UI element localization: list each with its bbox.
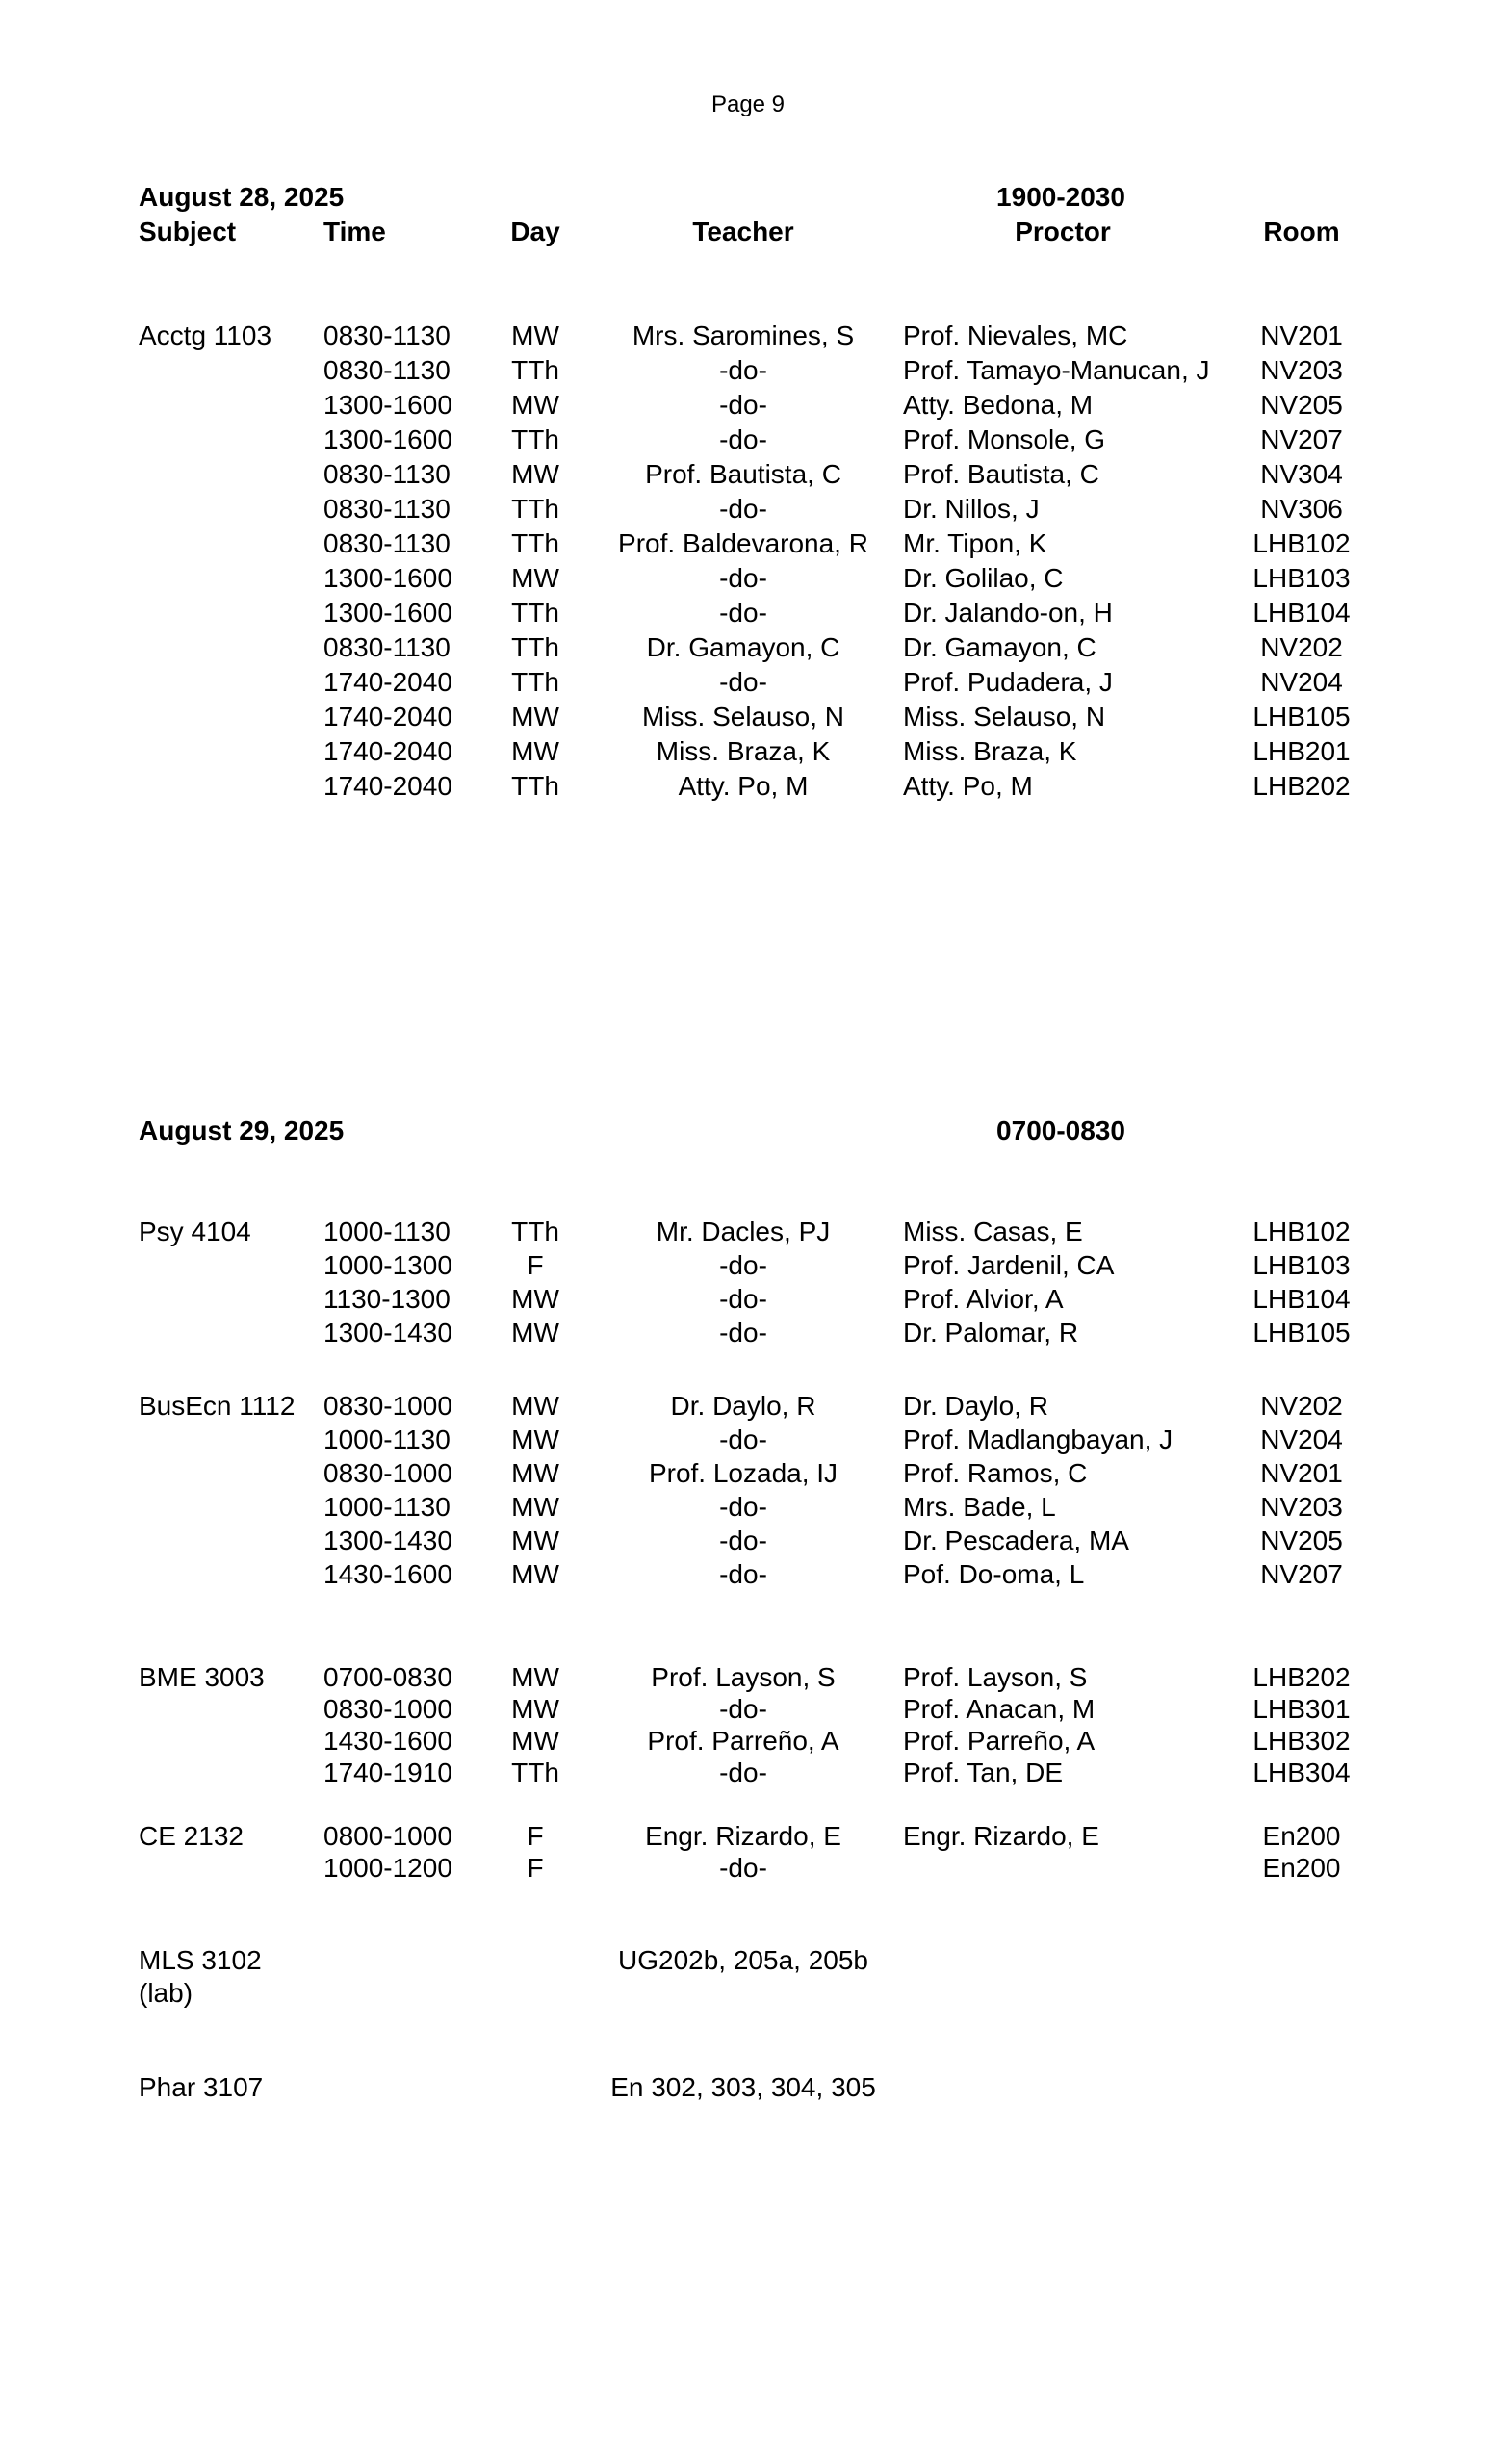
cell-day: MW	[511, 702, 559, 732]
cell-room: NV203	[1260, 355, 1343, 385]
cell-time: 1740-1910	[323, 1758, 452, 1787]
section1-time-slot: 1900-2030	[996, 182, 1125, 212]
cell-day: F	[527, 1821, 544, 1851]
cell-room: En200	[1262, 1853, 1341, 1883]
cell-time: 0830-1000	[323, 1458, 452, 1488]
cell-time: 1300-1600	[323, 563, 452, 593]
cell-room: LHB202	[1252, 771, 1351, 801]
cell-time: 1300-1600	[323, 424, 452, 454]
cell-day: MW	[511, 1694, 559, 1724]
cell-proctor: Mrs. Bade, L	[903, 1492, 1056, 1522]
cell-proctor: Dr. Palomar, R	[903, 1318, 1079, 1348]
cell-room: NV204	[1260, 1424, 1343, 1454]
cell-teacher: Prof. Parreño, A	[647, 1726, 839, 1756]
note-subject: MLS 3102	[139, 1945, 262, 1975]
cell-room: LHB105	[1252, 1318, 1351, 1348]
cell-teacher: -do-	[719, 1526, 767, 1555]
cell-day: TTh	[511, 1217, 559, 1246]
cell-time: 0830-1130	[323, 528, 451, 558]
cell-teacher: -do-	[719, 1559, 767, 1589]
cell-time: 1000-1130	[323, 1492, 451, 1522]
cell-time: 0830-1130	[323, 321, 451, 350]
cell-teacher: Prof. Baldevarona, R	[618, 528, 868, 558]
cell-subject: Psy 4104	[139, 1217, 251, 1246]
cell-room: NV204	[1260, 667, 1343, 697]
cell-proctor: Prof. Tan, DE	[903, 1758, 1064, 1787]
cell-proctor: Dr. Jalando-on, H	[903, 598, 1113, 628]
cell-room: NV202	[1260, 1391, 1343, 1421]
cell-teacher: -do-	[719, 598, 767, 628]
page-number: Page 9	[710, 91, 786, 117]
cell-day: TTh	[511, 667, 559, 697]
cell-time: 1300-1430	[323, 1526, 452, 1555]
cell-time: 1000-1130	[323, 1217, 451, 1246]
cell-day: TTh	[511, 424, 559, 454]
cell-teacher: -do-	[719, 1318, 767, 1348]
cell-room: NV203	[1260, 1492, 1343, 1522]
note-rooms: En 302, 303, 304, 305	[610, 2072, 876, 2102]
cell-proctor: Prof. Tamayo-Manucan, J	[903, 355, 1210, 385]
header-proctor: Proctor	[1015, 217, 1111, 246]
note-subject: Phar 3107	[139, 2072, 264, 2102]
cell-proctor: Dr. Golilao, C	[903, 563, 1064, 593]
cell-proctor: Prof. Nievales, MC	[903, 321, 1128, 350]
cell-time: 0830-1000	[323, 1694, 452, 1724]
cell-time: 1300-1600	[323, 390, 452, 420]
cell-room: LHB102	[1252, 1217, 1351, 1246]
cell-day: TTh	[511, 1758, 559, 1787]
cell-teacher: -do-	[719, 1853, 767, 1883]
cell-day: MW	[511, 1559, 559, 1589]
cell-day: MW	[511, 563, 559, 593]
cell-teacher: -do-	[719, 1424, 767, 1454]
cell-teacher: Miss. Braza, K	[656, 736, 831, 766]
cell-teacher: Prof. Bautista, C	[645, 459, 841, 489]
section2-time-slot: 0700-0830	[996, 1116, 1125, 1145]
cell-room: LHB201	[1252, 736, 1351, 766]
cell-proctor: Prof. Parreño, A	[903, 1726, 1096, 1756]
cell-teacher: -do-	[719, 390, 767, 420]
cell-day: MW	[511, 1726, 559, 1756]
cell-day: TTh	[511, 494, 559, 524]
cell-proctor: Prof. Pudadera, J	[903, 667, 1113, 697]
cell-day: F	[527, 1250, 544, 1280]
cell-day: MW	[511, 459, 559, 489]
cell-day: MW	[511, 1458, 559, 1488]
cell-proctor: Prof. Ramos, C	[903, 1458, 1088, 1488]
cell-room: LHB104	[1252, 598, 1351, 628]
cell-proctor: Dr. Daylo, R	[903, 1391, 1048, 1421]
cell-day: MW	[511, 1391, 559, 1421]
cell-proctor: Atty. Bedona, M	[903, 390, 1094, 420]
cell-proctor: Prof. Alvior, A	[903, 1284, 1064, 1314]
cell-day: MW	[511, 1318, 559, 1348]
cell-teacher: Prof. Layson, S	[651, 1662, 836, 1692]
cell-day: TTh	[511, 598, 559, 628]
cell-time: 0830-1130	[323, 459, 451, 489]
cell-room: LHB104	[1252, 1284, 1351, 1314]
note-subject-sub: (lab)	[139, 1978, 193, 2008]
cell-proctor: Dr. Pescadera, MA	[903, 1526, 1129, 1555]
header-time: Time	[323, 217, 386, 246]
cell-room: NV207	[1260, 424, 1343, 454]
cell-teacher: Mr. Dacles, PJ	[656, 1217, 831, 1246]
cell-teacher: Engr. Rizardo, E	[645, 1821, 841, 1851]
cell-subject: Acctg 1103	[139, 321, 272, 350]
section1-date: August 28, 2025	[139, 182, 345, 212]
cell-teacher: -do-	[719, 355, 767, 385]
cell-room: En200	[1262, 1821, 1341, 1851]
cell-room: LHB301	[1252, 1694, 1351, 1724]
cell-teacher: Dr. Gamayon, C	[646, 632, 840, 662]
header-subject: Subject	[139, 217, 237, 246]
cell-subject: BME 3003	[139, 1662, 265, 1692]
header-room: Room	[1263, 217, 1340, 246]
cell-time: 1740-2040	[323, 667, 452, 697]
cell-day: MW	[511, 1662, 559, 1692]
cell-subject: CE 2132	[139, 1821, 244, 1851]
cell-room: LHB302	[1252, 1726, 1351, 1756]
cell-day: MW	[511, 736, 559, 766]
cell-day: MW	[511, 321, 559, 350]
cell-day: TTh	[511, 632, 559, 662]
cell-time: 0830-1130	[323, 494, 451, 524]
cell-teacher: -do-	[719, 1694, 767, 1724]
cell-time: 1430-1600	[323, 1559, 452, 1589]
cell-day: TTh	[511, 355, 559, 385]
cell-day: MW	[511, 1284, 559, 1314]
cell-teacher: -do-	[719, 1758, 767, 1787]
cell-room: LHB304	[1252, 1758, 1351, 1787]
cell-day: TTh	[511, 528, 559, 558]
cell-proctor: Prof. Jardenil, CA	[903, 1250, 1115, 1280]
cell-teacher: Mrs. Saromines, S	[632, 321, 855, 350]
cell-room: LHB102	[1252, 528, 1351, 558]
cell-teacher: Miss. Selauso, N	[641, 702, 845, 732]
cell-room: NV304	[1260, 459, 1343, 489]
cell-proctor: Mr. Tipon, K	[903, 528, 1047, 558]
cell-proctor: Engr. Rizardo, E	[903, 1821, 1099, 1851]
cell-time: 0830-1130	[323, 355, 451, 385]
cell-room: NV201	[1260, 321, 1343, 350]
cell-proctor: Prof. Monsole, G	[903, 424, 1106, 454]
cell-teacher: -do-	[719, 1492, 767, 1522]
cell-day: MW	[511, 1492, 559, 1522]
header-teacher: Teacher	[692, 217, 794, 246]
cell-teacher: -do-	[719, 563, 767, 593]
cell-teacher: -do-	[719, 1284, 767, 1314]
cell-room: NV207	[1260, 1559, 1343, 1589]
header-day: Day	[510, 217, 560, 246]
cell-proctor: Miss. Braza, K	[903, 736, 1077, 766]
cell-subject: BusEcn 1112	[139, 1391, 296, 1421]
cell-room: LHB103	[1252, 1250, 1351, 1280]
cell-proctor: Miss. Selauso, N	[903, 702, 1106, 732]
cell-room: NV201	[1260, 1458, 1343, 1488]
cell-time: 0700-0830	[323, 1662, 452, 1692]
cell-proctor: Atty. Po, M	[903, 771, 1033, 801]
cell-day: MW	[511, 1526, 559, 1555]
cell-time: 0830-1130	[323, 632, 451, 662]
cell-time: 1740-2040	[323, 736, 452, 766]
cell-proctor: Prof. Madlangbayan, J	[903, 1424, 1174, 1454]
cell-time: 1000-1200	[323, 1853, 452, 1883]
cell-room: NV202	[1260, 632, 1343, 662]
cell-day: MW	[511, 390, 559, 420]
cell-day: MW	[511, 1424, 559, 1454]
cell-room: LHB103	[1252, 563, 1351, 593]
cell-room: LHB202	[1252, 1662, 1351, 1692]
cell-room: LHB105	[1252, 702, 1351, 732]
cell-time: 0830-1000	[323, 1391, 452, 1421]
cell-teacher: Atty. Po, M	[678, 771, 809, 801]
cell-proctor: Pof. Do-oma, L	[903, 1559, 1085, 1589]
cell-time: 1300-1430	[323, 1318, 452, 1348]
cell-teacher: -do-	[719, 1250, 767, 1280]
cell-time: 0800-1000	[323, 1821, 452, 1851]
cell-proctor: Dr. Gamayon, C	[903, 632, 1096, 662]
cell-day: TTh	[511, 771, 559, 801]
section2-date: August 29, 2025	[139, 1116, 345, 1145]
cell-teacher: -do-	[719, 424, 767, 454]
cell-teacher: -do-	[719, 494, 767, 524]
cell-proctor: Prof. Bautista, C	[903, 459, 1099, 489]
cell-time: 1740-2040	[323, 771, 452, 801]
cell-time: 1300-1600	[323, 598, 452, 628]
note-rooms: UG202b, 205a, 205b	[618, 1945, 868, 1975]
cell-time: 1130-1300	[323, 1284, 451, 1314]
cell-room: NV205	[1260, 1526, 1343, 1555]
cell-proctor: Prof. Anacan, M	[903, 1694, 1096, 1724]
cell-room: NV205	[1260, 390, 1343, 420]
cell-day: F	[527, 1853, 544, 1883]
cell-proctor: Prof. Layson, S	[903, 1662, 1088, 1692]
cell-time: 1740-2040	[323, 702, 452, 732]
cell-time: 1430-1600	[323, 1726, 452, 1756]
cell-time: 1000-1130	[323, 1424, 451, 1454]
cell-teacher: Prof. Lozada, IJ	[648, 1458, 838, 1488]
cell-proctor: Miss. Casas, E	[903, 1217, 1083, 1246]
cell-teacher: Dr. Daylo, R	[670, 1391, 816, 1421]
cell-teacher: -do-	[719, 667, 767, 697]
cell-time: 1000-1300	[323, 1250, 452, 1280]
cell-proctor: Dr. Nillos, J	[903, 494, 1040, 524]
cell-room: NV306	[1260, 494, 1343, 524]
